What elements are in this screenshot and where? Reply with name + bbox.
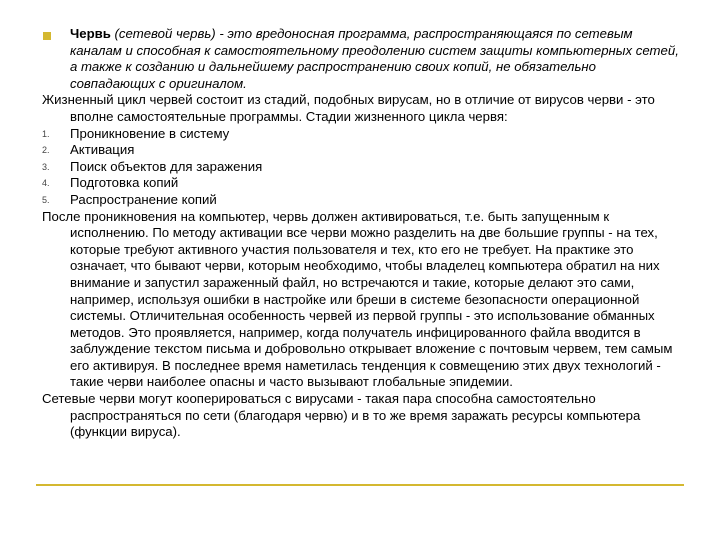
list-text: Активация bbox=[70, 142, 135, 158]
cooperation-paragraph: Сетевые черви могут кооперироваться с вирусами - такая пара способна самостоятельно распространяться по сети (благодаря червю) и в то же время заражать ресурсы компьютера (функции вируса). bbox=[42, 391, 641, 440]
list-number: 5. bbox=[42, 194, 50, 205]
lifecycle-intro: Жизненный цикл червей состоит из стадий, подобных вирусам, но в отличие от вирусов черви - это вполне самостоятельные программы. Стадии жизненного цикла червя: bbox=[42, 92, 655, 124]
square-bullet-icon bbox=[43, 32, 51, 40]
list-item bbox=[42, 126, 682, 143]
list-item bbox=[42, 142, 682, 159]
footer-divider bbox=[36, 484, 684, 486]
list-number: 3. bbox=[42, 161, 50, 172]
list-number: 4. bbox=[42, 178, 50, 189]
slide-content bbox=[42, 26, 682, 441]
list-text: Распространение копий bbox=[70, 191, 217, 207]
list-item bbox=[42, 159, 682, 176]
list-text: Проникновение в систему bbox=[70, 125, 230, 141]
term-worm: Червь bbox=[70, 26, 111, 41]
activation-paragraph: После проникновения на компьютер, червь должен активироваться, т.е. быть запущенным к исполнению. По методу активации все черви можно разделить на две большие группы - на тех, которые требуют активного участия пользователя и тех, кто его не требует. На практике это означает, что бывают черви, которым необходимо, чтобы владелец компьютера обратил на них внимание и запустил зараженный файл, но встречаются и такие, которые делают это сами, например, используя ошибки в настройке или бреши в системе безопасности операционной системы. Отличительная особенность червей из первой группы - это использование обманных методов. Это проявляется, например, когда получатель инфицированного файла вводится в заблуждение текстом письма и добровольно открывает вложение с почтовым червем, тем самым его активируя. В последнее время наметилась тенденция к совмещению этих двух технологий - такие черви наиболее опасны и часто вызывают глобальные эпидемии. bbox=[42, 208, 673, 390]
list-item bbox=[42, 192, 682, 209]
list-text: Поиск объектов для заражения bbox=[70, 158, 263, 174]
list-number: 2. bbox=[42, 145, 50, 156]
definition-bullet bbox=[42, 26, 682, 92]
stages-list bbox=[42, 126, 682, 209]
list-number: 1. bbox=[42, 128, 50, 139]
list-item bbox=[42, 175, 682, 192]
list-text: Подготовка копий bbox=[70, 175, 179, 191]
term-definition: (сетевой червь) - это вредоносная программа, распространяющаяся по сетевым каналам и способная к самостоятельному преодолению систем защиты компьютерных сетей, а также к созданию и дальнейшему распространению своих копий, не обязательно совпадающих с оригиналом. bbox=[70, 26, 679, 91]
